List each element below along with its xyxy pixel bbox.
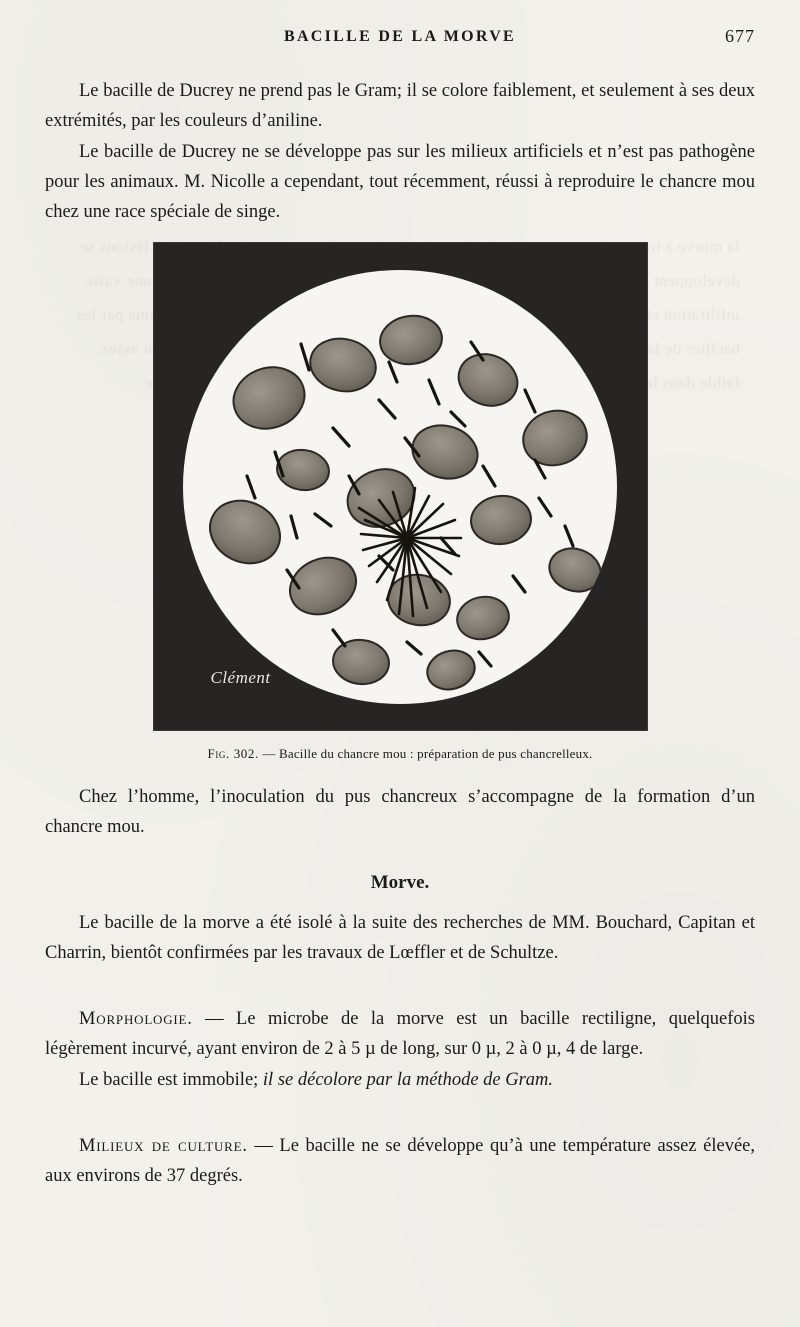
culture-lead: Milieux de culture. xyxy=(79,1136,248,1156)
verso-showthrough: la morve à lésions se développent une vaste infiltration et par les bacilles de la assez faible dans les xyxy=(76,237,740,392)
after-figure-text xyxy=(45,782,755,842)
figure-caption-dash: — xyxy=(262,746,276,761)
paragraph xyxy=(45,1131,755,1191)
gram-decolor-text: il se décolore par la méthode de Gram. xyxy=(262,1070,554,1090)
section-intro-text xyxy=(45,908,755,968)
culture-text: Le bacille ne se développe qu’à une température assez élevée, aux environs de 37 degrés. xyxy=(45,1136,755,1186)
culture-dash: — xyxy=(254,1136,273,1156)
figure-frame xyxy=(154,243,647,730)
culture-block xyxy=(45,1131,755,1191)
running-title: BACILLE DE LA MORVE xyxy=(283,28,517,45)
body-text xyxy=(45,76,755,227)
paragraph: Le bacille de la morve a été isolé à la suite des recherches de MM. Bouchard, Capitan et Charrin, bientôt confirmées par les travaux de Lœffler et de Schultze. xyxy=(45,913,755,963)
morphology-dash: — xyxy=(205,1009,224,1029)
paragraph: Le bacille de Ducrey ne prend pas le Gram; il se colore faiblement, et seulement à ses deux extrémités, par les couleurs d’aniline. xyxy=(45,81,755,131)
running-head xyxy=(45,0,755,62)
morphology-block xyxy=(45,1004,755,1095)
artist-signature: Clément xyxy=(210,668,271,687)
figure-caption xyxy=(45,746,755,762)
page-number: 677 xyxy=(725,26,755,46)
paragraph: Le bacille de Ducrey ne se développe pas sur les milieux artificiels et n’est pas pathogène pour les animaux. M. Nicolle a cependant, tout récemment, réussi à reproduire le chancre mou chez une race spéciale de singe. xyxy=(45,142,755,222)
section-heading-morve: Morve. xyxy=(370,872,430,893)
paragraph xyxy=(45,1065,755,1095)
pus-preparation-drawing xyxy=(183,270,617,704)
morphology-text: Le microbe de la morve est un bacille rectiligne, quelquefois légèrement incurvé, ayant environ de 2 à 5 µ de long, sur 0 µ, 2 à 0 µ, 4 de large. xyxy=(45,1009,756,1059)
paragraph xyxy=(45,1004,755,1064)
paragraph: Chez l’homme, l’inoculation du pus chancreux s’accompagne de la formation d’un chancre mou. xyxy=(45,787,755,837)
morphology-lead: Morphologie. xyxy=(79,1009,193,1029)
microscope-field-illustration xyxy=(183,270,617,704)
motility-text: Le bacille est immobile; xyxy=(79,1070,259,1090)
figure-caption-label: Fig. 302. xyxy=(207,746,259,761)
figure-302 xyxy=(45,243,755,762)
figure-caption-text: Bacille du chancre mou : préparation de pus chancrelleux. xyxy=(278,746,593,761)
